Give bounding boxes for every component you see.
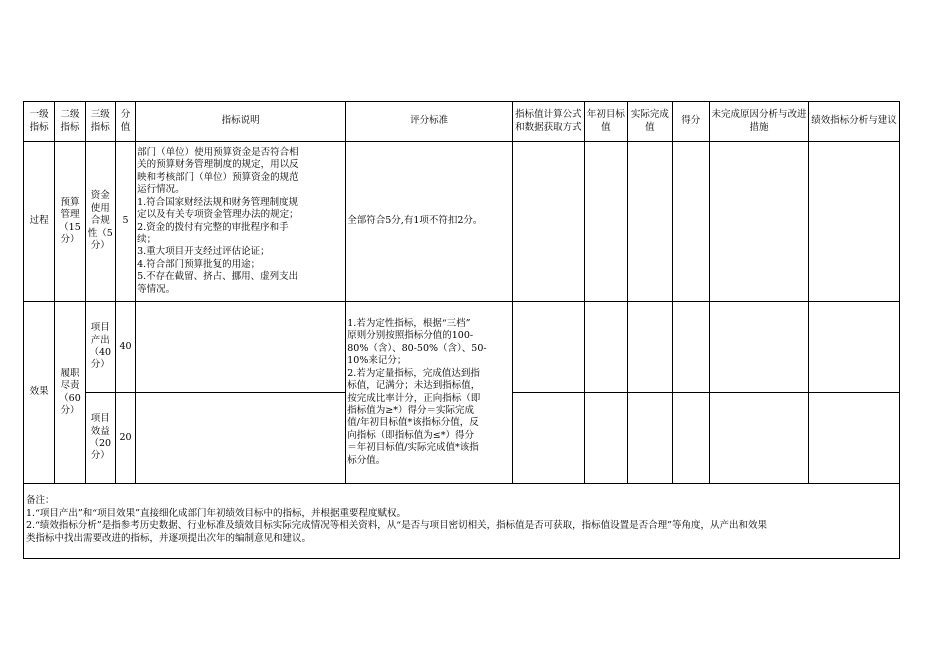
effect-criteria-line: 按完成比率计分，正向指标（即 bbox=[347, 392, 481, 404]
process-description bbox=[136, 142, 346, 302]
benefit-actual-cell bbox=[628, 393, 672, 484]
header-level3: 三级指标 bbox=[85, 102, 115, 142]
process-desc-line: 1.符合国家财经法规和财务管理制度规 bbox=[137, 196, 299, 208]
effect-criteria-line: 向指标（即指标值为≤*）得分 bbox=[347, 429, 474, 441]
output-reason-cell bbox=[709, 302, 808, 393]
header-criteria: 评分标准 bbox=[346, 102, 513, 142]
process-desc-line: 定以及有关专项资金管理办法的规定； bbox=[137, 209, 299, 221]
header-score: 分值 bbox=[115, 102, 135, 142]
process-actual-cell bbox=[628, 142, 672, 302]
header-description: 指标说明 bbox=[136, 102, 346, 142]
process-desc-line: 5.不存在截留、挤占、挪用、虚列支出 bbox=[137, 271, 299, 283]
evaluation-table bbox=[23, 101, 900, 484]
benefit-reason-cell bbox=[709, 393, 808, 484]
benefit-level3: 项目效益（20分） bbox=[85, 393, 115, 484]
process-desc-line: 运行情况。 bbox=[137, 184, 185, 196]
output-target-cell bbox=[584, 302, 627, 393]
output-got-cell bbox=[672, 302, 709, 393]
header-level1: 一级指标 bbox=[24, 102, 55, 142]
benefit-formula-cell bbox=[512, 393, 584, 484]
process-desc-line: 关的预算财务管理制度的规定，用以反 bbox=[137, 159, 299, 171]
header-row bbox=[24, 102, 900, 142]
benefit-target-cell bbox=[584, 393, 627, 484]
benefit-score: 20 bbox=[115, 393, 135, 484]
notes-line: 类指标中找出需要改进的指标，并逐项提出次年的编制意见和建议。 bbox=[26, 532, 312, 544]
output-description-cell bbox=[136, 302, 346, 393]
output-actual-cell bbox=[628, 302, 672, 393]
effect-criteria-line: 80%（含）、80-50%（含）、50- bbox=[347, 342, 487, 354]
process-desc-line: 部门（单位）使用预算资金是否符合相 bbox=[137, 147, 299, 159]
effect-criteria-line: 标值，记满分；未达到指标值， bbox=[347, 380, 481, 392]
process-target-cell bbox=[584, 142, 627, 302]
output-formula-cell bbox=[512, 302, 584, 393]
header-level2: 二级指标 bbox=[55, 102, 85, 142]
notes-section bbox=[26, 495, 896, 545]
header-got-score: 得分 bbox=[672, 102, 709, 142]
process-level3: 资金使用合规性（5分） bbox=[85, 142, 115, 302]
process-desc-line: 续； bbox=[137, 233, 157, 245]
header-advice: 绩效指标分析与建议 bbox=[808, 102, 899, 142]
effect-criteria-line: 指标值为≥*）得分＝实际完成 bbox=[347, 404, 474, 416]
process-desc-line: 等情况。 bbox=[137, 283, 176, 295]
header-reason: 未完成原因分析与改进措施 bbox=[709, 102, 808, 142]
benefit-got-cell bbox=[672, 393, 709, 484]
effect-criteria-line: 10%来记分； bbox=[347, 355, 407, 367]
benefit-advice-cell bbox=[808, 393, 899, 484]
process-desc-line: 4.符合部门预算批复的用途； bbox=[137, 258, 261, 270]
notes-line: 1.“项目产出”和“项目效果”直接细化成部门年初绩效目标中的指标，并根据重要程度赋权。 bbox=[26, 507, 406, 519]
effect-criteria-line: 1.若为定性指标，根据“三档” bbox=[347, 318, 471, 330]
process-level2: 预算管理（15分） bbox=[55, 142, 85, 302]
effect-criteria-line: 值/年初目标值*该指标分值，反 bbox=[347, 417, 479, 429]
effect-level1: 效果 bbox=[24, 302, 55, 484]
process-desc-line: 2.资金的拨付有完整的审批程序和手 bbox=[137, 221, 289, 233]
process-got-cell bbox=[672, 142, 709, 302]
process-desc-line: 映和考核部门（单位）预算资金的规范 bbox=[137, 171, 299, 183]
process-desc-line: 3.重大项目开支经过评估论证； bbox=[137, 246, 270, 258]
notes-line: 2.“绩效指标分析”是指参考历史数据、行业标准及绩效目标实际完成情况等相关资料，从“是否与项目密切相关，指标值是否可获取，指标值设置是否合理”等角度，从产出和效果 bbox=[26, 520, 767, 532]
effect-level2: 履职尽责（60分） bbox=[55, 302, 85, 484]
process-reason-cell bbox=[709, 142, 808, 302]
effect-criteria-line: 原则分别按照指标分值的100- bbox=[347, 330, 474, 342]
effect-criteria-line: 2.若为定量指标，完成值达到指 bbox=[347, 367, 480, 379]
benefit-description-cell bbox=[136, 393, 346, 484]
effect-criteria-line: ＝年初目标值/实际完成值*该指 bbox=[347, 442, 479, 454]
output-level3: 项目产出（40分） bbox=[85, 302, 115, 393]
process-level1: 过程 bbox=[24, 142, 55, 302]
performance-evaluation-sheet bbox=[23, 101, 900, 559]
header-target: 年初目标值 bbox=[584, 102, 627, 142]
effect-criteria bbox=[346, 302, 513, 484]
output-score: 40 bbox=[115, 302, 135, 393]
process-formula-cell bbox=[512, 142, 584, 302]
effect-criteria-line: 标分值。 bbox=[347, 454, 386, 466]
process-score: 5 bbox=[115, 142, 135, 302]
header-formula: 指标值计算公式和数据获取方式 bbox=[512, 102, 584, 142]
output-row bbox=[24, 302, 900, 393]
process-row bbox=[24, 142, 900, 302]
process-advice-cell bbox=[808, 142, 899, 302]
header-actual: 实际完成值 bbox=[628, 102, 672, 142]
notes-title: 备注： bbox=[26, 495, 55, 506]
output-advice-cell bbox=[808, 302, 899, 393]
process-criteria: 全部符合5分,有1项不符扣2分。 bbox=[346, 142, 513, 302]
